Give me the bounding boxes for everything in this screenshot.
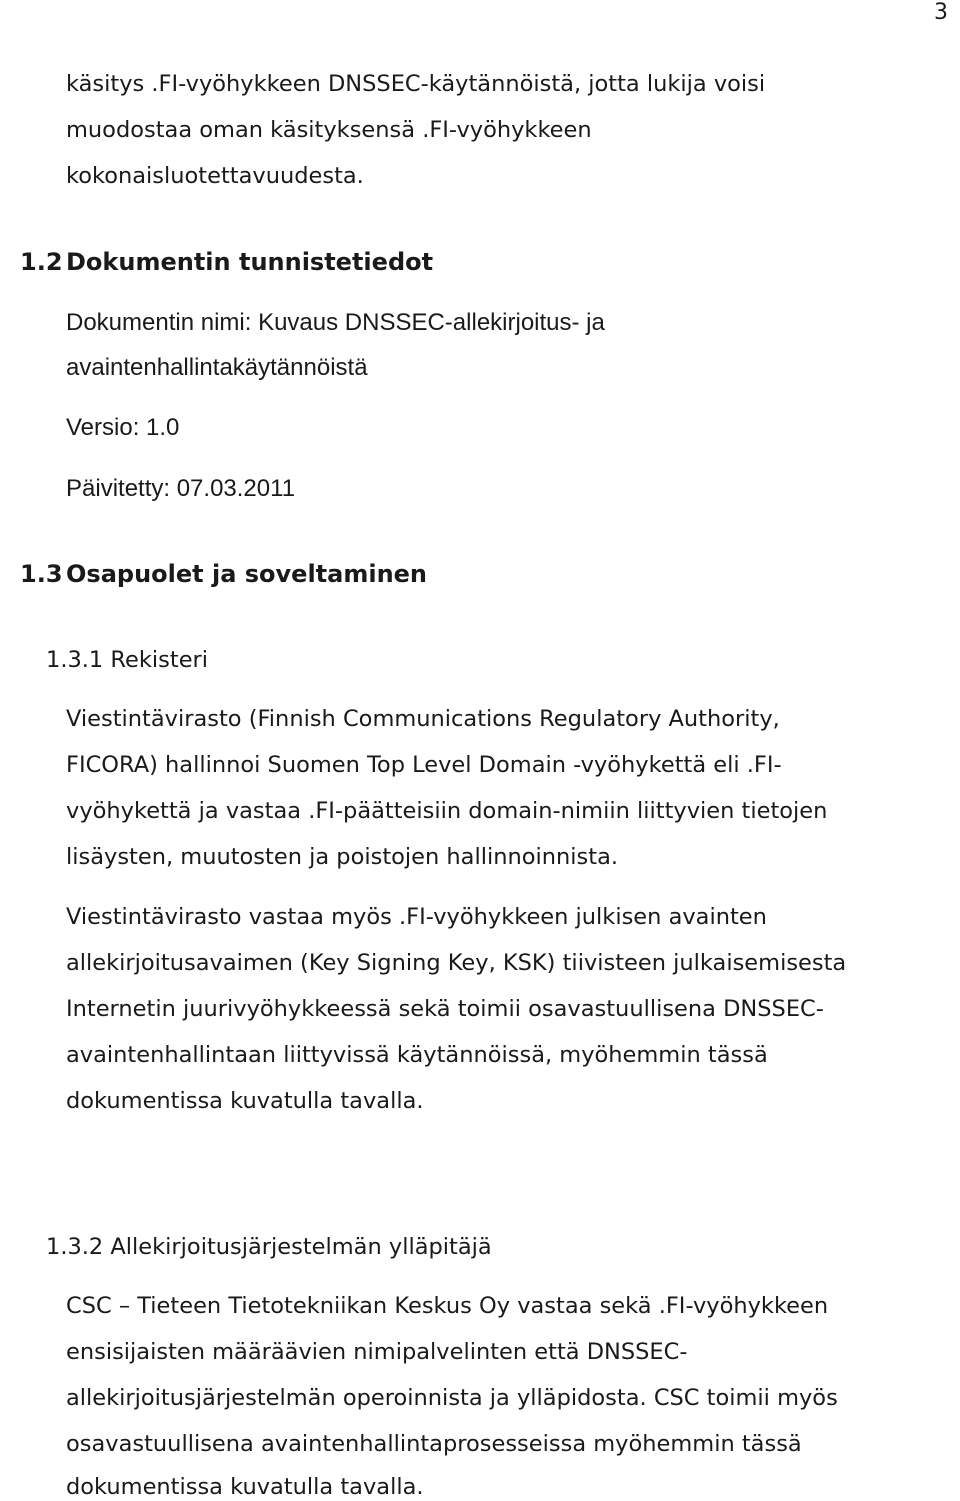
doc-name-line: Dokumentin nimi: Kuvaus DNSSEC-allekirjoitus- ja [66, 309, 605, 336]
paragraph-line: Internetin juurivyöhykkeessä sekä toimii osavastuullisena DNSSEC- [66, 996, 824, 1022]
paragraph-line: dokumentissa kuvatulla tavalla. [66, 1088, 424, 1114]
paragraph-line: avaintenhallintaan liittyvissä käytännöissä, myöhemmin tässä [66, 1042, 768, 1068]
doc-name-line: avaintenhallintakäytännöistä [66, 354, 368, 381]
intro-line: kokonaisluotettavuudesta. [66, 163, 364, 189]
section-title: Osapuolet ja soveltaminen [66, 560, 428, 588]
paragraph-line: allekirjoitusjärjestelmän operoinnista ja ylläpidosta. CSC toimii myös [66, 1385, 838, 1411]
paragraph-line: CSC – Tieteen Tietotekniikan Keskus Oy vastaa sekä .FI-vyöhykkeen [66, 1293, 829, 1319]
subsection-heading-1-3-2: 1.3.2 Allekirjoitusjärjestelmän ylläpitäjä [46, 1234, 492, 1260]
paragraph-line: allekirjoitusavaimen (Key Signing Key, KSK) tiivisteen julkaisemisesta [66, 950, 847, 976]
section-heading-1-2 [20, 248, 433, 276]
paragraph-line: Viestintävirasto (Finnish Communications Regulatory Authority, [66, 706, 780, 732]
paragraph-line: lisäysten, muutosten ja poistojen hallinnoinnista. [66, 844, 619, 870]
paragraph-line: FICORA) hallinnoi Suomen Top Level Domain -vyöhykettä eli .FI- [66, 752, 782, 778]
doc-version: Versio: 1.0 [66, 414, 180, 441]
paragraph-line: Viestintävirasto vastaa myös .FI-vyöhykkeen julkisen avainten [66, 904, 767, 930]
page-number: 3 [934, 0, 948, 25]
intro-line: muodostaa oman käsityksensä .FI-vyöhykkeen [66, 117, 592, 143]
subsection-heading-1-3-1: 1.3.1 Rekisteri [46, 647, 209, 673]
paragraph-line: dokumentissa kuvatulla tavalla. [66, 1474, 424, 1500]
section-number: 1.2 [20, 248, 63, 276]
doc-updated: Päivitetty: 07.03.2011 [66, 475, 296, 502]
paragraph-line: ensisijaisten määräävien nimipalvelinten että DNSSEC- [66, 1339, 688, 1365]
section-number: 1.3 [20, 560, 63, 588]
paragraph-line: vyöhykettä ja vastaa .FI-päätteisiin domain-nimiin liittyvien tietojen [66, 798, 828, 824]
paragraph-line: osavastuullisena avaintenhallintaprosesseissa myöhemmin tässä [66, 1431, 802, 1457]
intro-line: käsitys .FI-vyöhykkeen DNSSEC-käytännöistä, jotta lukija voisi [66, 71, 766, 97]
section-heading-1-3 [20, 560, 427, 588]
section-title: Dokumentin tunnistetiedot [66, 248, 434, 276]
